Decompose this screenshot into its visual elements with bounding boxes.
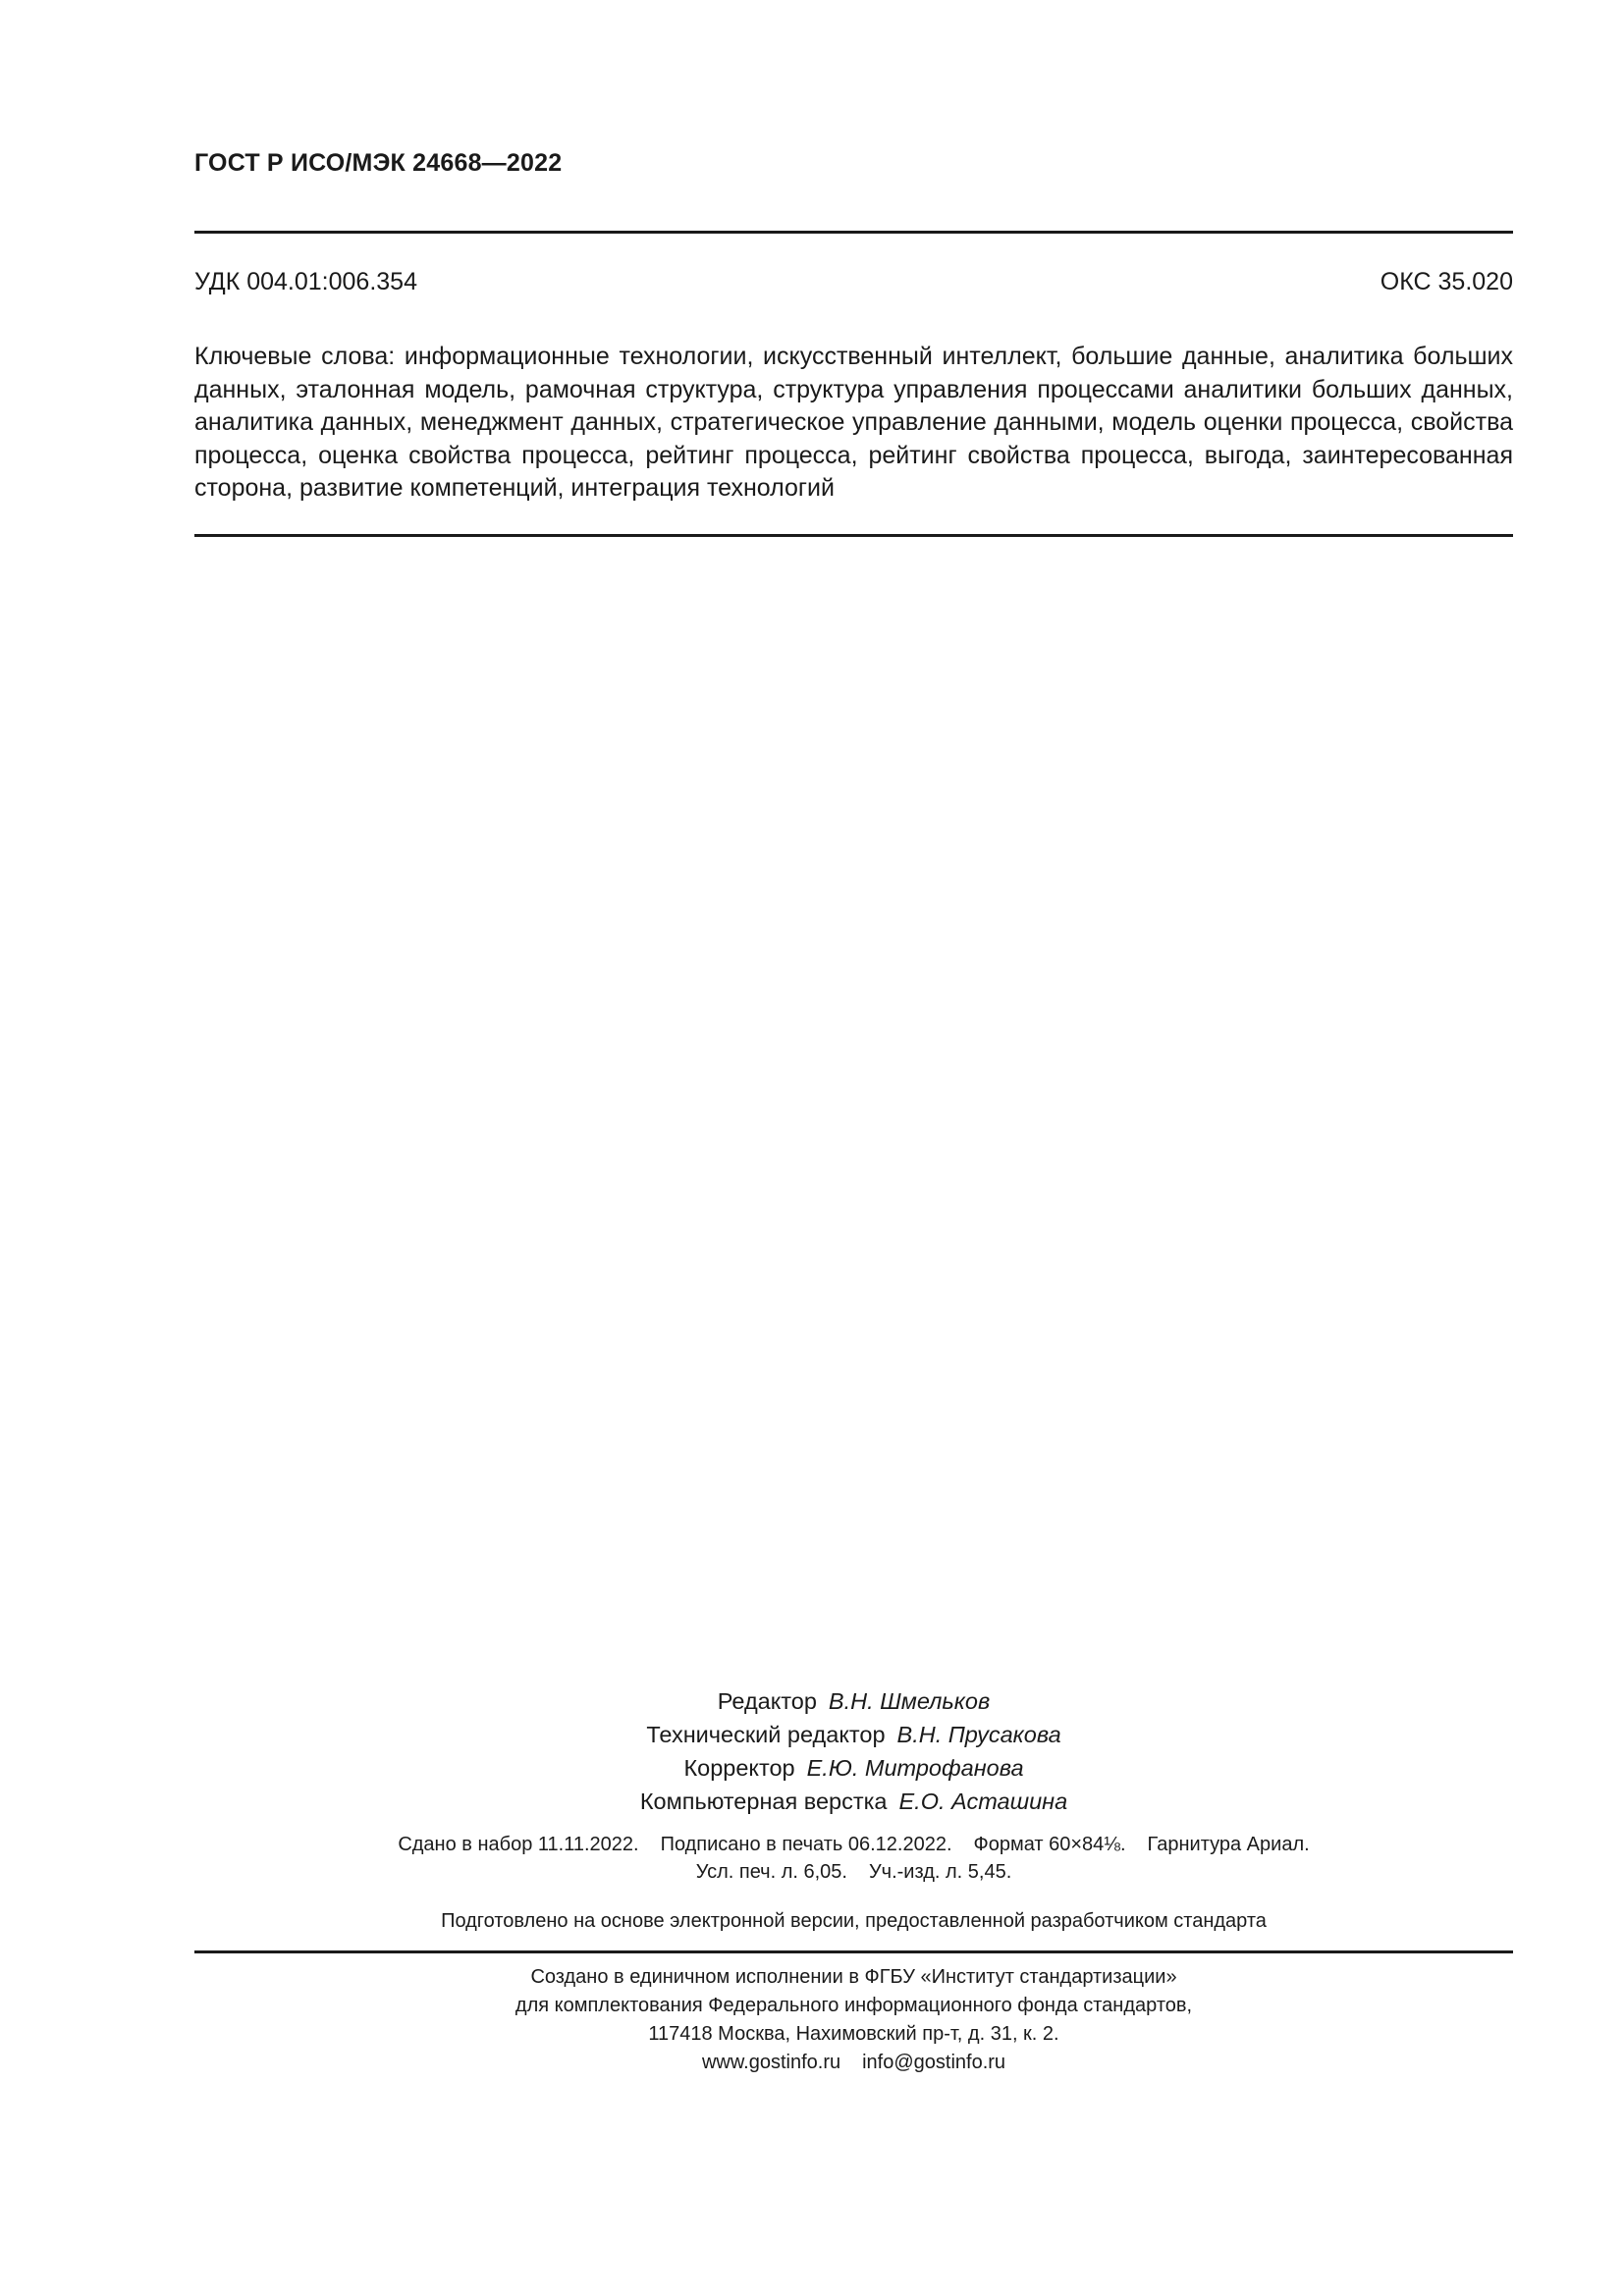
credit-role: Редактор xyxy=(717,1688,817,1714)
credit-person: В.Н. Прусакова xyxy=(896,1722,1061,1747)
keywords-divider xyxy=(194,534,1513,537)
oks-code: ОКС 35.020 xyxy=(1380,268,1513,295)
publisher-line: для комплектования Федерального информационного фонда стандартов, xyxy=(514,1995,1193,2016)
bottom-divider xyxy=(194,1950,1513,1953)
top-divider xyxy=(194,231,1513,234)
prepared-note: Подготовлено на основе электронной версии, предоставленной разработчиком стандарта xyxy=(441,1910,1267,1932)
submitted-date: Сдано в набор 11.11.2022. xyxy=(398,1834,639,1855)
publisher-line: Создано в единичном исполнении в ФГБУ «Институт стандартизации» xyxy=(530,1966,1177,1988)
print-sheets: Усл. печ. л. 6,05. xyxy=(695,1861,847,1883)
standard-code-header: ГОСТ Р ИСО/МЭК 24668—2022 xyxy=(194,149,563,177)
credit-person: Е.Ю. Митрофанова xyxy=(806,1755,1024,1781)
credit-line xyxy=(194,1684,1513,1718)
udk-code: УДК 004.01:006.354 xyxy=(194,268,417,295)
keywords-paragraph: Ключевые слова: информационные технологии, искусственный интеллект, большие данные, аналитика больших данных, эталонная модель, рамочная структура, структура управления процессами аналитики больших данных, аналитика данных, менеджмент данных, стратегическое управление данными, модель оценки процесса, свойства процесса, оценка свойства процесса, рейтинг процесса, рейтинг свойства процесса, выгода, заинтересованная сторона, развитие компетенций, интеграция технологий xyxy=(194,343,1513,502)
website-link[interactable]: www.gostinfo.ru xyxy=(701,2052,841,2073)
credit-line xyxy=(194,1751,1513,1785)
publisher-info xyxy=(194,1963,1513,2077)
credit-person: Е.О. Асташина xyxy=(898,1789,1068,1814)
print-info-line xyxy=(194,1858,1513,1886)
typeface: Гарнитура Ариал. xyxy=(1147,1834,1310,1855)
editorial-credits xyxy=(194,1684,1513,1818)
credit-person: В.Н. Шмельков xyxy=(828,1688,991,1714)
publisher-contacts xyxy=(194,2049,1513,2077)
signed-date: Подписано в печать 06.12.2022. xyxy=(660,1834,952,1855)
credit-line xyxy=(194,1785,1513,1818)
classification-row xyxy=(194,268,1513,296)
credit-role: Корректор xyxy=(683,1755,795,1781)
email-link[interactable]: info@gostinfo.ru xyxy=(862,2052,1006,2073)
credit-role: Компьютерная верстка xyxy=(639,1789,888,1814)
print-info-line xyxy=(194,1831,1513,1858)
credit-role: Технический редактор xyxy=(646,1722,886,1747)
print-info xyxy=(194,1831,1513,1886)
publisher-sheets: Уч.-изд. л. 5,45. xyxy=(868,1861,1012,1883)
credit-line xyxy=(194,1718,1513,1751)
paper-format: Формат 60×84⅛. xyxy=(973,1834,1126,1855)
publisher-address: 117418 Москва, Нахимовский пр-т, д. 31, к. 2. xyxy=(648,2023,1059,2045)
